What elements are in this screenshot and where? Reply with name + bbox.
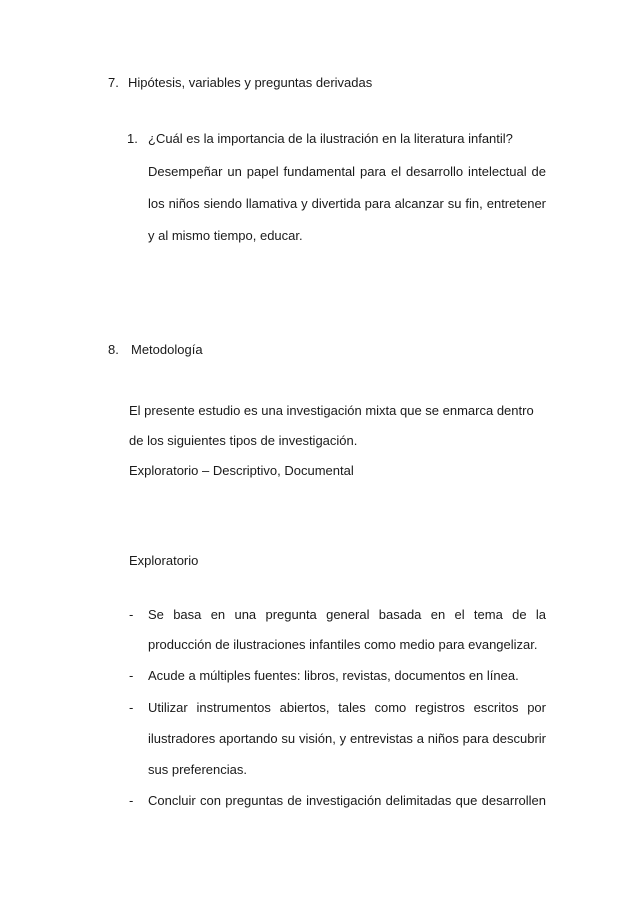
bullet-marker: - — [129, 668, 134, 683]
section-7-number: 7. — [108, 75, 119, 90]
bullet-3-line-3: sus preferencias. — [148, 762, 247, 777]
bullet-3-line-2: ilustradores aportando su visión, y entrevistas a niños para descubrir — [148, 731, 546, 746]
exploratorio-subheading: Exploratorio — [129, 553, 199, 568]
intro-line-2: de los siguientes tipos de investigación. — [129, 433, 358, 448]
intro-line-1: El presente estudio es una investigación mixta que se enmarca dentro — [129, 403, 534, 418]
bullet-marker: - — [129, 700, 134, 715]
question-1-text: ¿Cuál es la importancia de la ilustración en la literatura infantil? — [148, 131, 513, 146]
bullet-4-line-1: Concluir con preguntas de investigación delimitadas que desarrollen — [148, 793, 546, 808]
section-8-heading: Metodología — [131, 342, 203, 357]
bullet-2-line-1: Acude a múltiples fuentes: libros, revistas, documentos en línea. — [148, 668, 519, 683]
bullet-marker: - — [129, 607, 134, 622]
bullet-3-line-1: Utilizar instrumentos abiertos, tales como registros escritos por — [148, 700, 546, 715]
bullet-1-line-2: producción de ilustraciones infantiles como medio para evangelizar. — [148, 637, 538, 652]
section-7-heading: Hipótesis, variables y preguntas derivadas — [128, 75, 373, 90]
intro-line-3: Exploratorio – Descriptivo, Documental — [129, 463, 354, 478]
answer-line-1: Desempeñar un papel fundamental para el desarrollo intelectual de — [148, 164, 546, 179]
section-8-number: 8. — [108, 342, 119, 357]
answer-line-3: y al mismo tiempo, educar. — [148, 228, 303, 243]
question-1-number: 1. — [127, 131, 138, 146]
answer-line-2: los niños siendo llamativa y divertida para alcanzar su fin, entretener — [148, 196, 546, 211]
bullet-marker: - — [129, 793, 134, 808]
bullet-1-line-1: Se basa en una pregunta general basada en el tema de la — [148, 607, 546, 622]
